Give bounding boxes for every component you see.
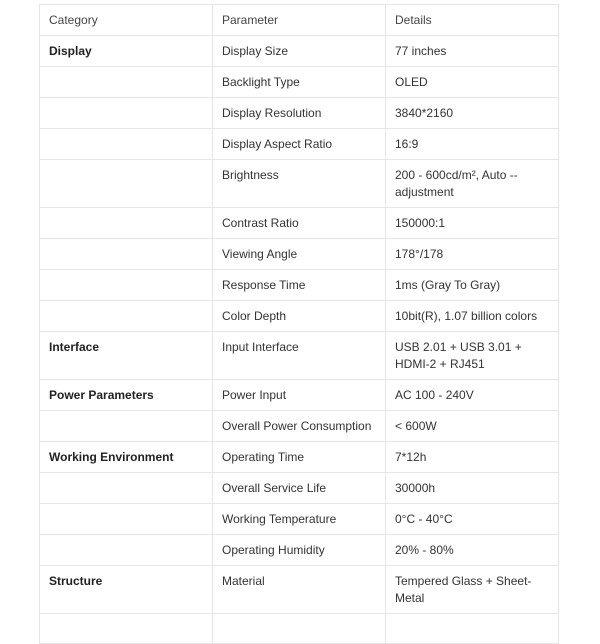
category-cell [40, 270, 213, 301]
parameter-cell: Working Temperature [213, 504, 386, 535]
table-row [40, 208, 559, 239]
details-cell: 0°C - 40°C [386, 504, 559, 535]
parameter-cell: Backlight Type [213, 67, 386, 98]
category-cell [40, 411, 213, 442]
table-row [40, 614, 559, 644]
details-cell: Tempered Glass + Sheet-Metal [386, 566, 559, 614]
parameter-cell: Display Resolution [213, 98, 386, 129]
header-category: Category [40, 5, 213, 36]
category-cell [40, 129, 213, 160]
table-row [40, 98, 559, 129]
category-cell: Interface [40, 332, 213, 380]
category-cell: Structure [40, 566, 213, 614]
table-row [40, 332, 559, 380]
parameter-cell: Material [213, 566, 386, 614]
category-cell [40, 473, 213, 504]
category-cell [40, 208, 213, 239]
table-row [40, 504, 559, 535]
category-cell: Working Environment [40, 442, 213, 473]
table-header-row [40, 5, 559, 36]
category-cell: Display [40, 36, 213, 67]
details-cell: 30000h [386, 473, 559, 504]
details-cell: OLED [386, 67, 559, 98]
category-cell [40, 535, 213, 566]
parameter-cell: Operating Humidity [213, 535, 386, 566]
category-cell: Power Parameters [40, 380, 213, 411]
table-row [40, 535, 559, 566]
category-cell [40, 614, 213, 644]
spec-table-container [39, 4, 559, 644]
details-cell: USB 2.01 + USB 3.01 + HDMI-2 + RJ451 [386, 332, 559, 380]
table-row [40, 411, 559, 442]
parameter-cell: Brightness [213, 160, 386, 208]
details-cell [386, 614, 559, 644]
category-cell [40, 98, 213, 129]
details-cell: 178°/178 [386, 239, 559, 270]
parameter-cell: Viewing Angle [213, 239, 386, 270]
category-cell [40, 504, 213, 535]
details-cell: 20% - 80% [386, 535, 559, 566]
details-cell: < 600W [386, 411, 559, 442]
parameter-cell: Display Aspect Ratio [213, 129, 386, 160]
header-parameter: Parameter [213, 5, 386, 36]
details-cell: 77 inches [386, 36, 559, 67]
table-row [40, 270, 559, 301]
parameter-cell: Power Input [213, 380, 386, 411]
parameter-cell: Contrast Ratio [213, 208, 386, 239]
header-details: Details [386, 5, 559, 36]
details-cell: AC 100 - 240V [386, 380, 559, 411]
table-row [40, 160, 559, 208]
details-cell: 7*12h [386, 442, 559, 473]
details-cell: 16:9 [386, 129, 559, 160]
category-cell [40, 239, 213, 270]
details-cell: 10bit(R), 1.07 billion colors [386, 301, 559, 332]
parameter-cell: Overall Power Consumption [213, 411, 386, 442]
table-row [40, 301, 559, 332]
category-cell [40, 160, 213, 208]
table-row [40, 473, 559, 504]
table-row [40, 36, 559, 67]
table-row [40, 442, 559, 473]
category-cell [40, 301, 213, 332]
specifications-table [39, 4, 559, 644]
details-cell: 3840*2160 [386, 98, 559, 129]
parameter-cell: Display Size [213, 36, 386, 67]
details-cell: 150000:1 [386, 208, 559, 239]
parameter-cell: Response Time [213, 270, 386, 301]
parameter-cell: Operating Time [213, 442, 386, 473]
parameter-cell: Color Depth [213, 301, 386, 332]
table-row [40, 67, 559, 98]
table-row [40, 129, 559, 160]
table-row [40, 566, 559, 614]
parameter-cell: Input Interface [213, 332, 386, 380]
table-row [40, 239, 559, 270]
parameter-cell: Overall Service Life [213, 473, 386, 504]
details-cell: 1ms (Gray To Gray) [386, 270, 559, 301]
parameter-cell [213, 614, 386, 644]
category-cell [40, 67, 213, 98]
table-row [40, 380, 559, 411]
details-cell: 200 - 600cd/m², Auto -- adjustment [386, 160, 559, 208]
